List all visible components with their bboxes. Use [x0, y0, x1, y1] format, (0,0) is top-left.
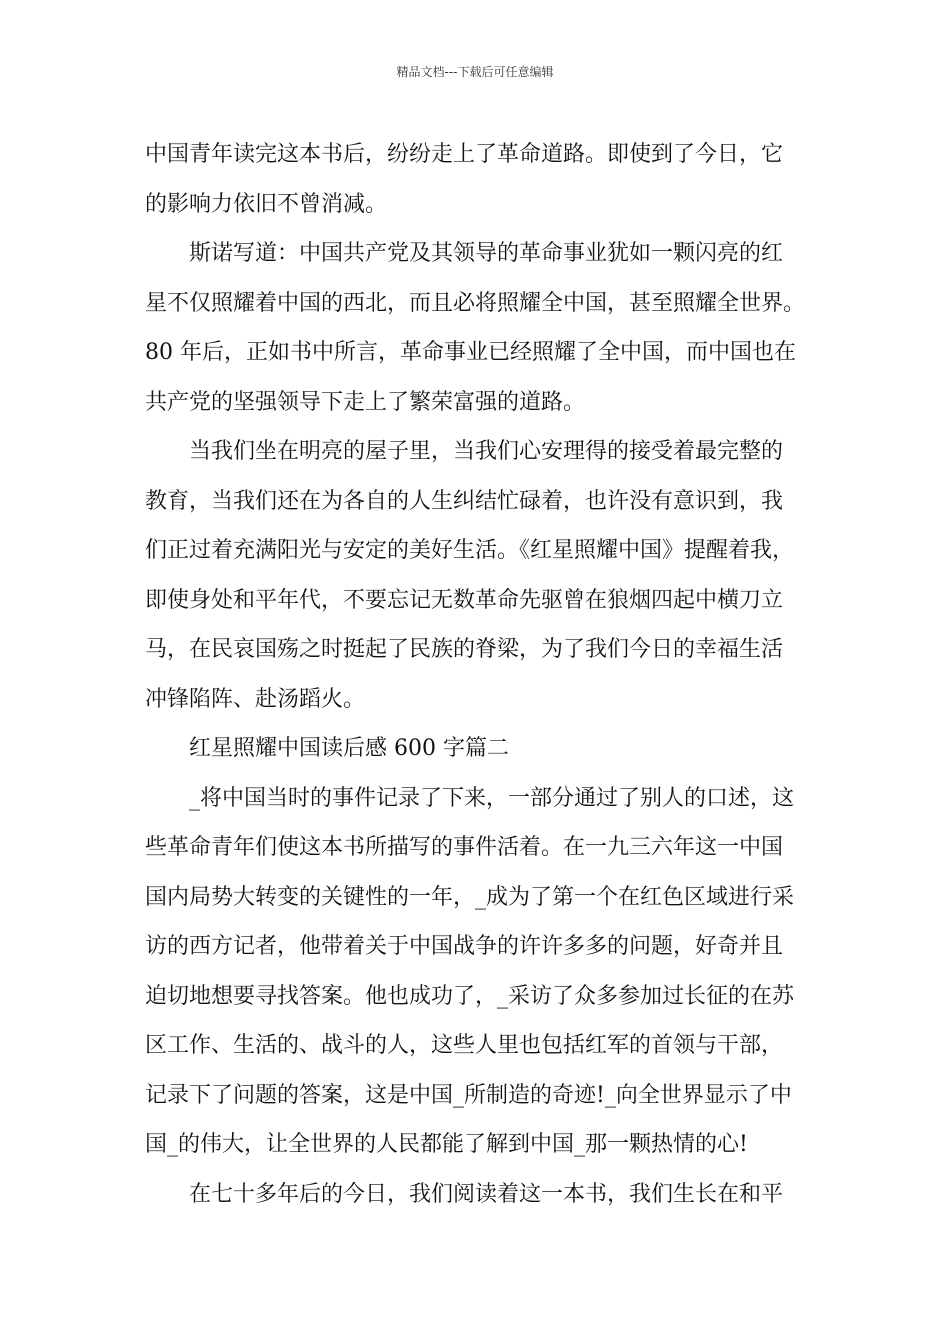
- paragraph-line: _将中国当时的事件记录了下来，一部分通过了别人的口述，这: [189, 785, 795, 811]
- paragraph-line: 当我们坐在明亮的屋子里，当我们心安理得的接受着最完整的: [189, 439, 784, 464]
- page-header: 精品文档---下载后可任意编辑: [396, 65, 554, 79]
- paragraph-line: 国_的伟大，让全世界的人民都能了解到中国_那一颗热情的心!: [145, 1132, 748, 1157]
- section-heading: 红星照耀中国读后感 600 字篇二: [189, 736, 509, 761]
- paragraph-line: 即使身处和平年代，不要忘记无数革命先驱曾在狼烟四起中横刀立: [145, 587, 784, 613]
- document-body: [145, 130, 810, 1219]
- paragraph-line: 星不仅照耀着中国的西北，而且必将照耀全中国，甚至照耀全世界。: [145, 290, 806, 316]
- paragraph-line: 国内局势大转变的关键性的一年，_成为了第一个在红色区域进行采: [145, 884, 795, 910]
- paragraph-line: 马，在民哀国殇之时挺起了民族的脊梁，为了我们今日的幸福生活: [145, 637, 784, 662]
- paragraph-line: 斯诺写道：中国共产党及其领导的革命事业犹如一颗闪亮的红: [189, 241, 784, 266]
- paragraph-line: 教育，当我们还在为各自的人生纠结忙碌着，也许没有意识到，我: [145, 488, 784, 514]
- paragraph-line: 们正过着充满阳光与安定的美好生活。《红星照耀中国》提醒着我，: [145, 538, 795, 563]
- paragraph-line: 记录下了问题的答案，这是中国_所制造的奇迹!_向全世界显示了中: [145, 1082, 792, 1108]
- paragraph-line: 区工作、生活的、战斗的人，这些人里也包括红军的首领与干部，: [145, 1033, 784, 1058]
- paragraph-line: 80 年后，正如书中所言，革命事业已经照耀了全中国，而中国也在: [145, 340, 796, 365]
- paragraph-line: 迫切地想要寻找答案。他也成功了，_采访了众多参加过长征的在苏: [145, 983, 795, 1009]
- paragraph-line: 些革命青年们使这本书所描写的事件活着。在一九三六年这一中国: [145, 835, 784, 860]
- paragraph-line: 冲锋陷阵、赴汤蹈火。: [145, 686, 366, 712]
- paragraph-line: 共产党的坚强领导下走上了繁荣富强的道路。: [145, 389, 586, 415]
- paragraph-line: 的影响力依旧不曾消减。: [145, 191, 388, 217]
- paragraph-line: 在七十多年后的今日，我们阅读着这一本书，我们生长在和平: [189, 1181, 784, 1207]
- paragraph-line: 中国青年读完这本书后，纷纷走上了革命道路。即使到了今日，它: [145, 142, 784, 167]
- paragraph-line: 访的西方记者，他带着关于中国战争的许许多多的问题，好奇并且: [145, 934, 784, 959]
